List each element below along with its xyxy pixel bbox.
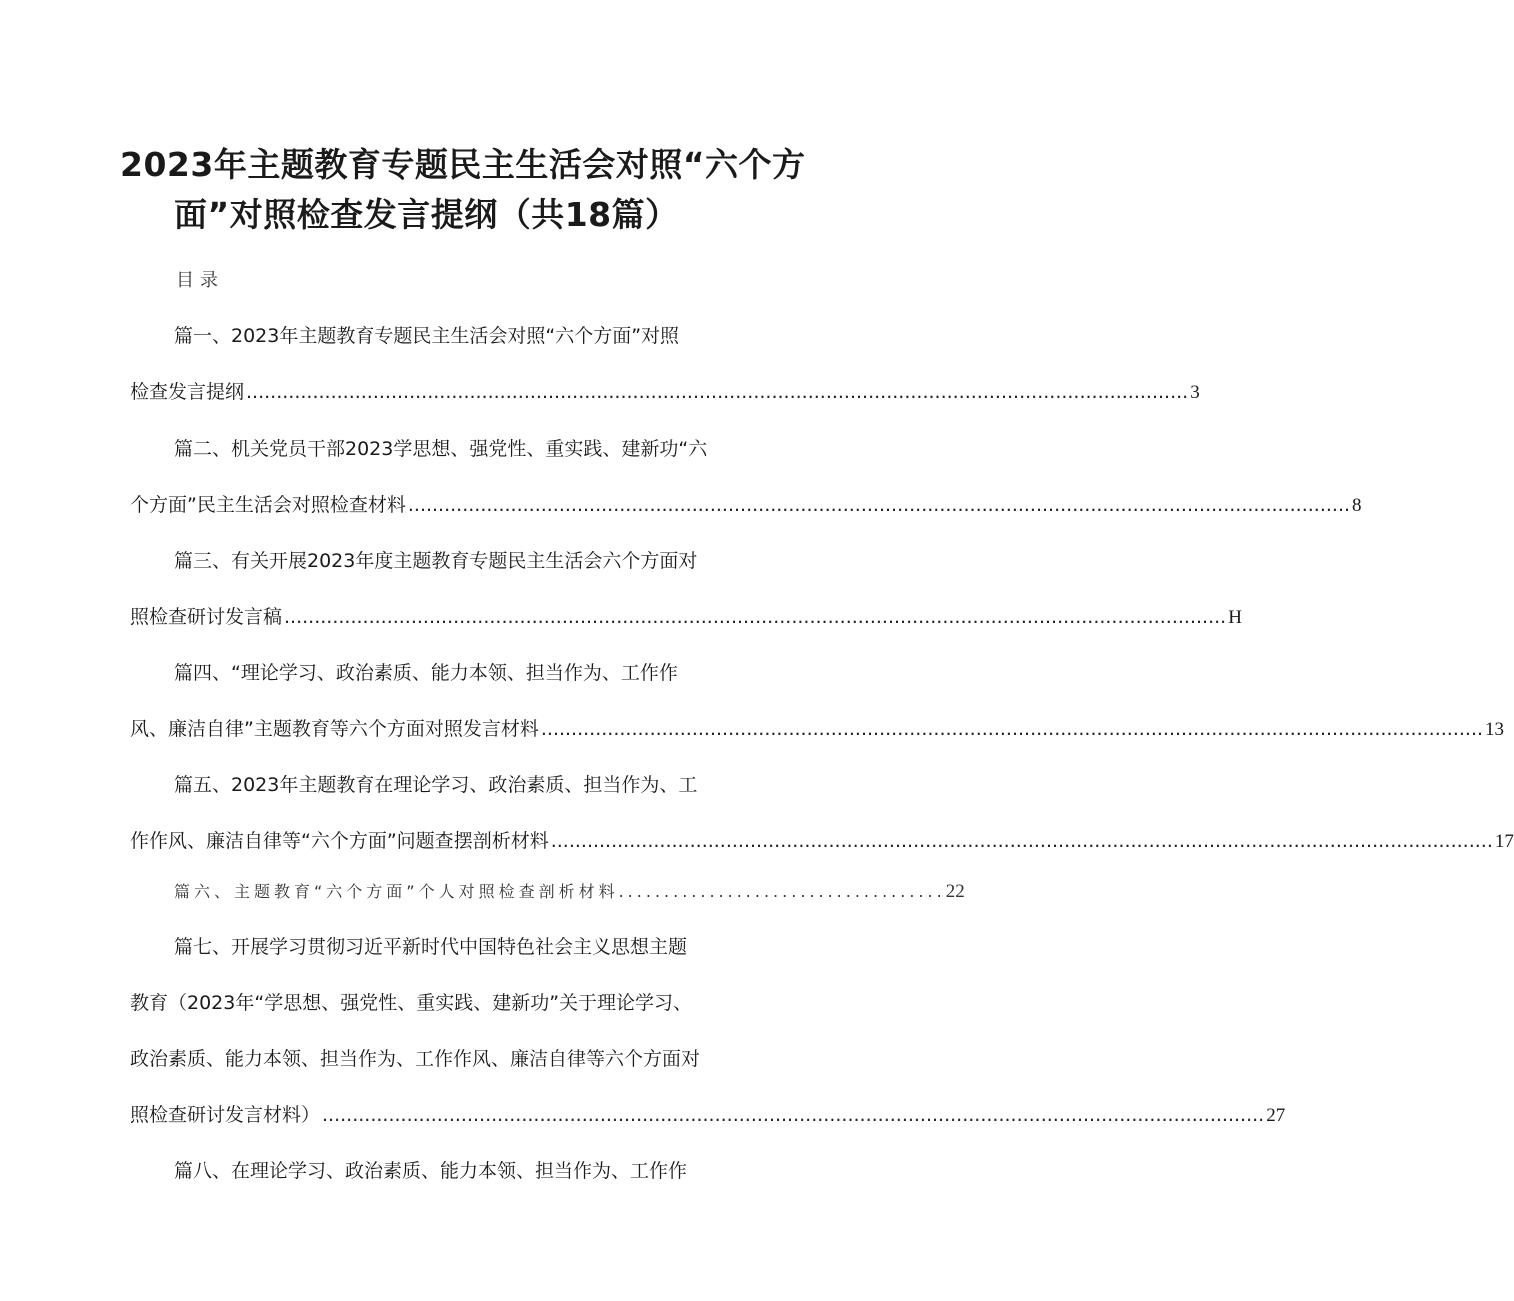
toc-entry-1-line-1[interactable]: 篇一、2023年主题教育专题民主生活会对照“六个方面”对照: [174, 325, 680, 347]
toc-leader-dots: ....................................: [618, 882, 946, 901]
toc-entry-3-page: H: [1228, 607, 1242, 628]
toc-entry-1-page: 3: [1190, 382, 1200, 403]
toc-entry-5-text: 作作风、廉洁自律等“六个方面”问题查摆剖析材料: [130, 830, 549, 852]
toc-heading: 目录: [176, 270, 224, 291]
toc-entry-6-line[interactable]: [174, 878, 965, 906]
toc-entry-1-text: 检查发言提纲: [130, 381, 245, 403]
toc-leader-dots: ............................................................................................................................................................: [284, 606, 1227, 628]
toc-entry-7-line-2[interactable]: 教育（2023年“学思想、强党性、重实践、建新功”关于理论学习、: [130, 992, 693, 1014]
toc-entry-2-text: 个方面”民主生活会对照检查材料: [130, 494, 406, 516]
toc-leader-dots: ............................................................................................................................................................: [550, 830, 1493, 852]
toc-entry-1-last-line[interactable]: [130, 378, 1200, 407]
title-line-1: 2023年主题教育专题民主生活会对照“六个方: [120, 145, 806, 184]
toc-entry-7-page: 27: [1266, 1105, 1286, 1126]
toc-leader-dots: ............................................................................................................................................................: [322, 1104, 1265, 1126]
toc-entry-3-line-1[interactable]: 篇三、有关开展2023年度主题教育专题民主生活会六个方面对: [174, 550, 698, 572]
toc-entry-3-last-line[interactable]: [130, 603, 1242, 632]
toc-entry-2-last-line[interactable]: [130, 491, 1362, 520]
toc-entry-2-page: 8: [1352, 495, 1362, 516]
title-line-2: 面”对照检查发言提纲（共18篇）: [174, 195, 679, 234]
toc-leader-dots: ............................................................................................................................................................: [540, 718, 1484, 740]
toc-entry-3-text: 照检查研讨发言稿: [130, 606, 283, 628]
toc-entry-5-page: 17: [1494, 831, 1514, 852]
toc-leader-dots: ............................................................................................................................................................: [407, 494, 1351, 516]
toc-entry-7-last-line[interactable]: [130, 1101, 1286, 1130]
toc-entry-6-text: 篇六、主题教育“六个方面”个人对照检查剖析材料: [174, 882, 619, 901]
toc-entry-5-line-1[interactable]: 篇五、2023年主题教育在理论学习、政治素质、担当作为、工: [174, 774, 698, 796]
toc-entry-2-line-1[interactable]: 篇二、机关党员干部2023学思想、强党性、重实践、建新功“六: [174, 438, 708, 460]
toc-entry-4-text: 风、廉洁自律”主题教育等六个方面对照发言材料: [130, 718, 539, 740]
toc-entry-4-line-1[interactable]: 篇四、“理论学习、政治素质、能力本领、担当作为、工作作: [174, 662, 678, 684]
toc-leader-dots: ............................................................................................................................................................: [246, 381, 1189, 403]
toc-entry-7-text: 照检查研讨发言材料）: [130, 1104, 321, 1126]
toc-entry-8-line-1[interactable]: 篇八、在理论学习、政治素质、能力本领、担当作为、工作作: [174, 1160, 688, 1182]
toc-entry-4-page: 13: [1485, 719, 1505, 740]
toc-entry-6-page: 22: [945, 881, 965, 902]
toc-entry-5-last-line[interactable]: [130, 827, 1514, 856]
document-title: [120, 140, 820, 240]
toc-entry-7-line-3[interactable]: 政治素质、能力本领、担当作为、工作作风、廉洁自律等六个方面对: [130, 1048, 701, 1070]
toc-entry-4-last-line[interactable]: [130, 715, 1505, 744]
toc-entry-7-line-1[interactable]: 篇七、开展学习贯彻习近平新时代中国特色社会主义思想主题: [174, 936, 688, 958]
